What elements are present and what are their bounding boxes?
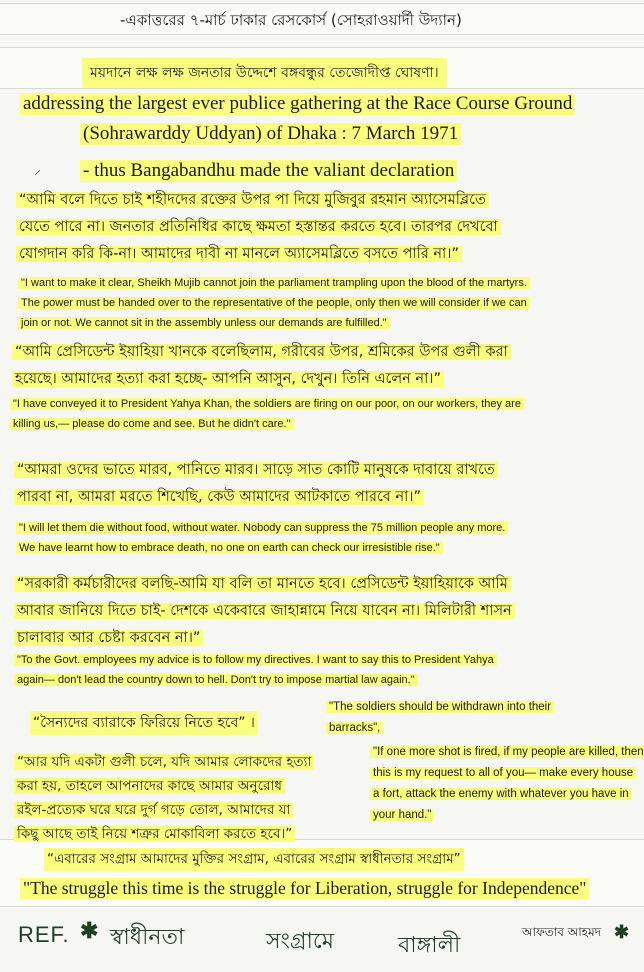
- quote-2-en-line: "I have conveyed it to President Yahya Khan, the soldiers are firing on our poor, on our workers, they are: [10, 398, 524, 410]
- page-title: -একাত্তরের ৭-মার্চ ঢাকার রেসকোর্স (সোহরাওয়ার্দী উদ্যান): [120, 11, 462, 29]
- star-icon: ✱: [80, 918, 99, 944]
- quote-2-en-line: killing us,— please do come and see. But he didn't care.": [10, 418, 294, 430]
- quote-1-english: [18, 275, 530, 335]
- fort-en-line: this is my request to all of you— make every house: [370, 767, 636, 779]
- quote-4-bn-line: চালাবার আর চেষ্টা করবেন না।”: [14, 630, 203, 646]
- closing-english: "The struggle this time is the struggle for Liberation, struggle for Independence": [20, 878, 589, 899]
- ref-book-word-1: স্বাধীনতা: [110, 925, 185, 950]
- ref-book-word-3: বাঙ্গালী: [398, 933, 461, 958]
- heading-line-1: addressing the largest ever publice gathering at the Race Course Ground: [20, 93, 575, 115]
- quote-1-bn-line: যেতে পারে না। জনতার প্রতিনিধির কাছে ক্ষমতা হস্তান্তর করতে হবে। তারপর দেখবো: [16, 219, 501, 235]
- quote-3-bn-line: “আমরা ওদের ভাতে মারব, পানিতে মারব। সাড়ে সাত কোটি মানুষকে দাবায়ে রাখতে: [14, 462, 498, 478]
- fort-bn-line: রইল-প্রত্যেক ঘরে ঘরে দুর্গ গড়ে তোল, আমাদের যা: [14, 802, 293, 818]
- quote-1-bengali: [16, 188, 501, 269]
- soldiers-english: [326, 698, 554, 740]
- ref-book-word-2: সংগ্রামে: [266, 929, 334, 954]
- quote-3-english: [16, 520, 508, 560]
- quote-3-bn-line: পারবা না, আমরা মরতে শিখেছি, কেউ আমাদের আটকাতে পারবে না।”: [14, 489, 424, 505]
- quote-3-en-line: "I will let them die without food, without water. Nobody can suppress the 75 million people any more.: [16, 522, 508, 534]
- fort-english: [370, 743, 644, 827]
- page-subtitle: ময়দানে লক্ষ লক্ষ জনতার উদ্দেশে বঙ্গবন্ধুর তেজোদীপ্ত ঘোষণা।: [82, 58, 447, 88]
- fort-bn-line: “আর যদি একটা গুলী চলে, যদি আমার লোকদের হত্যা: [14, 754, 314, 770]
- quote-1-en-line: "I want to make it clear, Sheikh Mujib cannot join the parliament trampling upon the blood of the martyrs.: [18, 277, 530, 289]
- ref-author: আফতাব আহমদ: [522, 925, 602, 939]
- quote-2-english: [10, 396, 524, 436]
- fort-bn-line: কিছু আছে তাই নিয়ে শত্রুর মোকাবিলা করতে হবে।”: [14, 826, 295, 842]
- quote-4-bn-line: আবার জানিয়ে দিতে চাই- দেশকে একেবারে জাহান্নামে নিয়ে যাবেন না। মিলিটারী শাসন: [14, 603, 515, 619]
- reference-line: [10, 914, 640, 964]
- quote-3-en-line: We have learnt how to embrace death, no one on earth can check our irresistible rise.": [16, 542, 443, 554]
- fort-en-line: a fort, attack the enemy with whatever you have in: [370, 788, 632, 800]
- soldiers-en-line: "The soldiers should be withdrawn into their: [326, 701, 554, 713]
- quote-2-bengali: [12, 340, 511, 394]
- pen-mark-icon: ⸝: [34, 162, 41, 178]
- quote-4-en-line: again— don't lead the country down to hell. Don't try to impose martial law again.": [14, 674, 418, 686]
- soldiers-en-line: barracks",: [326, 722, 383, 734]
- quote-3-bengali: [14, 458, 498, 512]
- quote-4-bn-line: “সরকারী কর্মচারীদের বলছি-আমি যা বলি তা মানতে হবে। প্রেসিডেন্ট ইয়াহিয়াকে আমি: [14, 576, 511, 592]
- fort-en-line: your hand.": [370, 809, 434, 821]
- quote-1-en-line: The power must be handed over to the representative of the people, only then we will consider if we can: [18, 297, 530, 309]
- quote-4-english: [14, 652, 497, 692]
- quote-1-bn-line: যোগদান করি কি-না। আমাদের দাবী না মানলে অ্যাসেমব্লিতে বসতে পারি না।”: [16, 246, 462, 262]
- closing-bengali: “এবারের সংগ্রাম আমাদের মুক্তির সংগ্রাম, এবারের সংগ্রাম স্বাধীনতার সংগ্রাম”: [44, 848, 464, 871]
- fort-bn-line: করা হয়, তাহলে আপনাদের কাছে আমার অনুরোধ: [14, 778, 285, 794]
- quote-2-bn-line: “আমি প্রেসিডেন্ট ইয়াহিয়া খানকে বলেছিলাম, গরীবের উপর, শ্রমিকের উপর গুলী করা: [12, 344, 511, 360]
- quote-1-en-line: join or not. We cannot sit in the assembly unless our demands are fulfilled.": [18, 317, 390, 329]
- quote-1-bn-line: “আমি বলে দিতে চাই শহীদদের রক্তের উপর পা দিয়ে মুজিবুর রহমান অ্যাসেমব্লিতে: [16, 192, 489, 208]
- fort-en-line: "If one more shot is fired, if my people are killed, then: [370, 746, 644, 758]
- soldiers-bengali: “সৈন্যদের ব্যারাকে ফিরিয়ে নিতে হবে” ।: [30, 711, 258, 735]
- ref-label: REF.: [18, 922, 70, 947]
- end-star-icon: ✱: [614, 922, 630, 943]
- fort-bengali: [14, 752, 314, 848]
- quote-4-bengali: [14, 572, 515, 653]
- heading-line-3: - thus Bangabandhu made the valiant declaration: [80, 160, 457, 182]
- quote-2-bn-line: হয়েছে। আমাদের হত্যা করা হচ্ছে- আপনি আসুন, দেখুন। তিনি এলেন না।”: [12, 371, 444, 387]
- heading-line-2: (Sohrawarddy Uddyan) of Dhaka : 7 March 1971: [80, 123, 461, 145]
- quote-4-en-line: "To the Govt. employees my advice is to follow my directives. I want to say this to President Yahya: [14, 654, 497, 666]
